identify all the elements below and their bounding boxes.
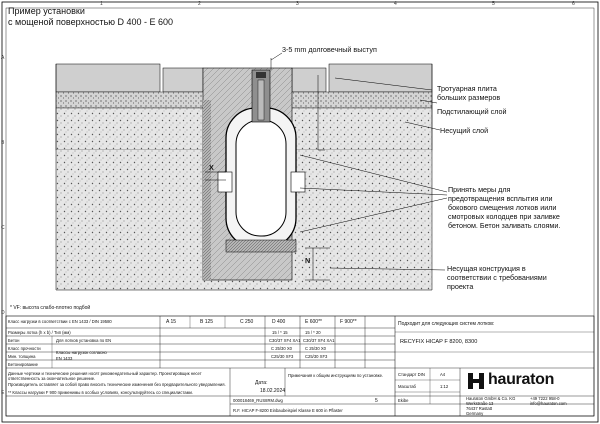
row2-e600: C30/37 XF4 XA1 [303,338,335,343]
drawing-number: 000018469_RUS8RM.dwg [233,398,283,403]
class-d400: D 400 [272,319,286,325]
row3-e600: C 25/30 X0 [305,346,326,351]
frame-col-4: 4 [394,1,397,7]
slab-mid-right [292,68,326,92]
brand-address-2: Werkstraße 13 [466,401,494,406]
footnote-1: Данные чертежи и технические решения носят рекомендательный характер. Проектировщик несет ответственность за окончательное решение. [8,371,202,381]
left-note-2: Классы нагрузок согласно [56,350,107,355]
brand-logo [466,370,590,392]
standard-label: Стандарт DIN [398,372,425,377]
title-line-1: Пример установки [8,6,85,16]
frame-row-a: A [1,55,5,61]
class-e600: E 600** [305,319,322,325]
brand-address-1: Hauraton GmbH & Co. KG [466,396,516,401]
frame-row-c: C [1,225,5,231]
scale-label: Масштаб [398,384,416,389]
class-a15: A 15 [166,319,177,325]
slab-right [329,64,432,92]
frame-col-5: 5 [492,1,495,7]
scale-value: 1:12 [440,384,449,389]
bearing-layer-label: Несущий слой [440,126,489,135]
measures-line-3: бокового смещения лотков иили [448,203,557,212]
general-note: Примечания к общим инструкциям по установке. [288,373,384,378]
overhang-label: 3-5 mm долговечный выступ [282,45,377,54]
slab-mid-left [163,68,203,92]
date-label: Дата: [255,380,268,386]
dimension-n: N [305,256,311,265]
systems-header: Подходит для следующих систем лотков: [398,321,495,327]
sheet-number: 5 [375,398,378,404]
product-name: RECYFIX HICAP F 8200, 8300 [400,339,478,345]
measures-line-5: бетоном. Бетон заливать слоями. [448,221,561,230]
frame-col-3: 3 [296,1,299,7]
channel-interior [236,120,286,236]
page-title [8,6,173,28]
brand-name: hauraton [488,371,555,388]
main-note: * VF: высота слабо-плотно подбой [10,305,91,311]
row1-e600: 15 / * 20 [305,330,321,335]
date-value: 18.02.2024 [260,388,286,394]
frame-row-d: D [1,310,5,316]
measures-line-4: смотровых колодцев при заливке [448,212,560,221]
brand-address-4: Germany [466,411,484,416]
slab-label-1: Тротуарная плита [437,84,497,93]
footnote-2: Производитель оставляет за собой право вносить технические изменения без предварительного уведомления. [8,382,226,387]
support-line-3: проекта [447,282,474,291]
load-class-label: Класс нагрузки в соответствии с EN 1433 / DIN 19580 [8,319,112,324]
frame-col-1: 1 [100,1,103,7]
row1-label: Размеры лотка (h x b) / Тип (мм) [8,330,71,335]
measures-line-2: предотвращения всплытия или [448,194,553,203]
class-c250: C 250 [240,319,254,325]
standard-value: A4 [440,372,446,377]
frame-col-6: 6 [572,1,575,7]
row3-d400: C 25/30 X0 [271,346,292,351]
support-line-1: Несущая конструкция в [447,264,526,273]
measures-line-1: Принять меры для [448,185,511,194]
left-label-2: Класс прочности [8,346,41,351]
brand-email: info@hauraton.com [530,401,567,406]
sublayer-label: Подстилающий слой [437,107,507,116]
title-line-2: с мощеной поверхностью D 400 - E 600 [8,17,174,27]
class-b125: B 125 [200,319,214,325]
edition-label: Ekibe [398,398,409,403]
left-label-3: Мин. толщина [8,354,36,359]
row4-e600: C25/30 XF3 [305,354,328,359]
row1-d400: 15 / * 15 [272,330,288,335]
slab-label-2: больших размеров [437,93,501,102]
class-f900: F 900** [340,319,357,325]
left-label-1: Бетон [8,338,20,343]
left-note-1: Для лотков установка по EN [56,338,112,343]
dimension-x: X [209,163,214,172]
support-line-2: соответствии с требованиями [447,273,547,282]
slab-left [56,64,160,92]
row2-d400: C30/37 XF4 XA1 [269,338,301,343]
frame-row-b: B [1,140,5,146]
footnote-3: ** Классы нагрузки F 900 применимы в особых условиях, консультируйтесь со специалистами. [8,390,193,395]
brand-address-3: 76437 Rastatt [466,406,493,411]
hauraton-logo-icon [466,371,486,391]
brand-phone: +49 7222 958-0 [530,396,560,401]
frame-col-2: 2 [198,1,201,7]
left-note-3: EN 1433 [56,356,73,361]
drawing-name: R.F. HICAP F-8200 Einbaubeispiel Klasse E 600 in Pflaster [233,408,343,413]
left-label-4: Бетонирование [8,362,38,367]
row4-d400: C25/30 XF3 [271,354,294,359]
frame-row-e: E [1,390,5,396]
